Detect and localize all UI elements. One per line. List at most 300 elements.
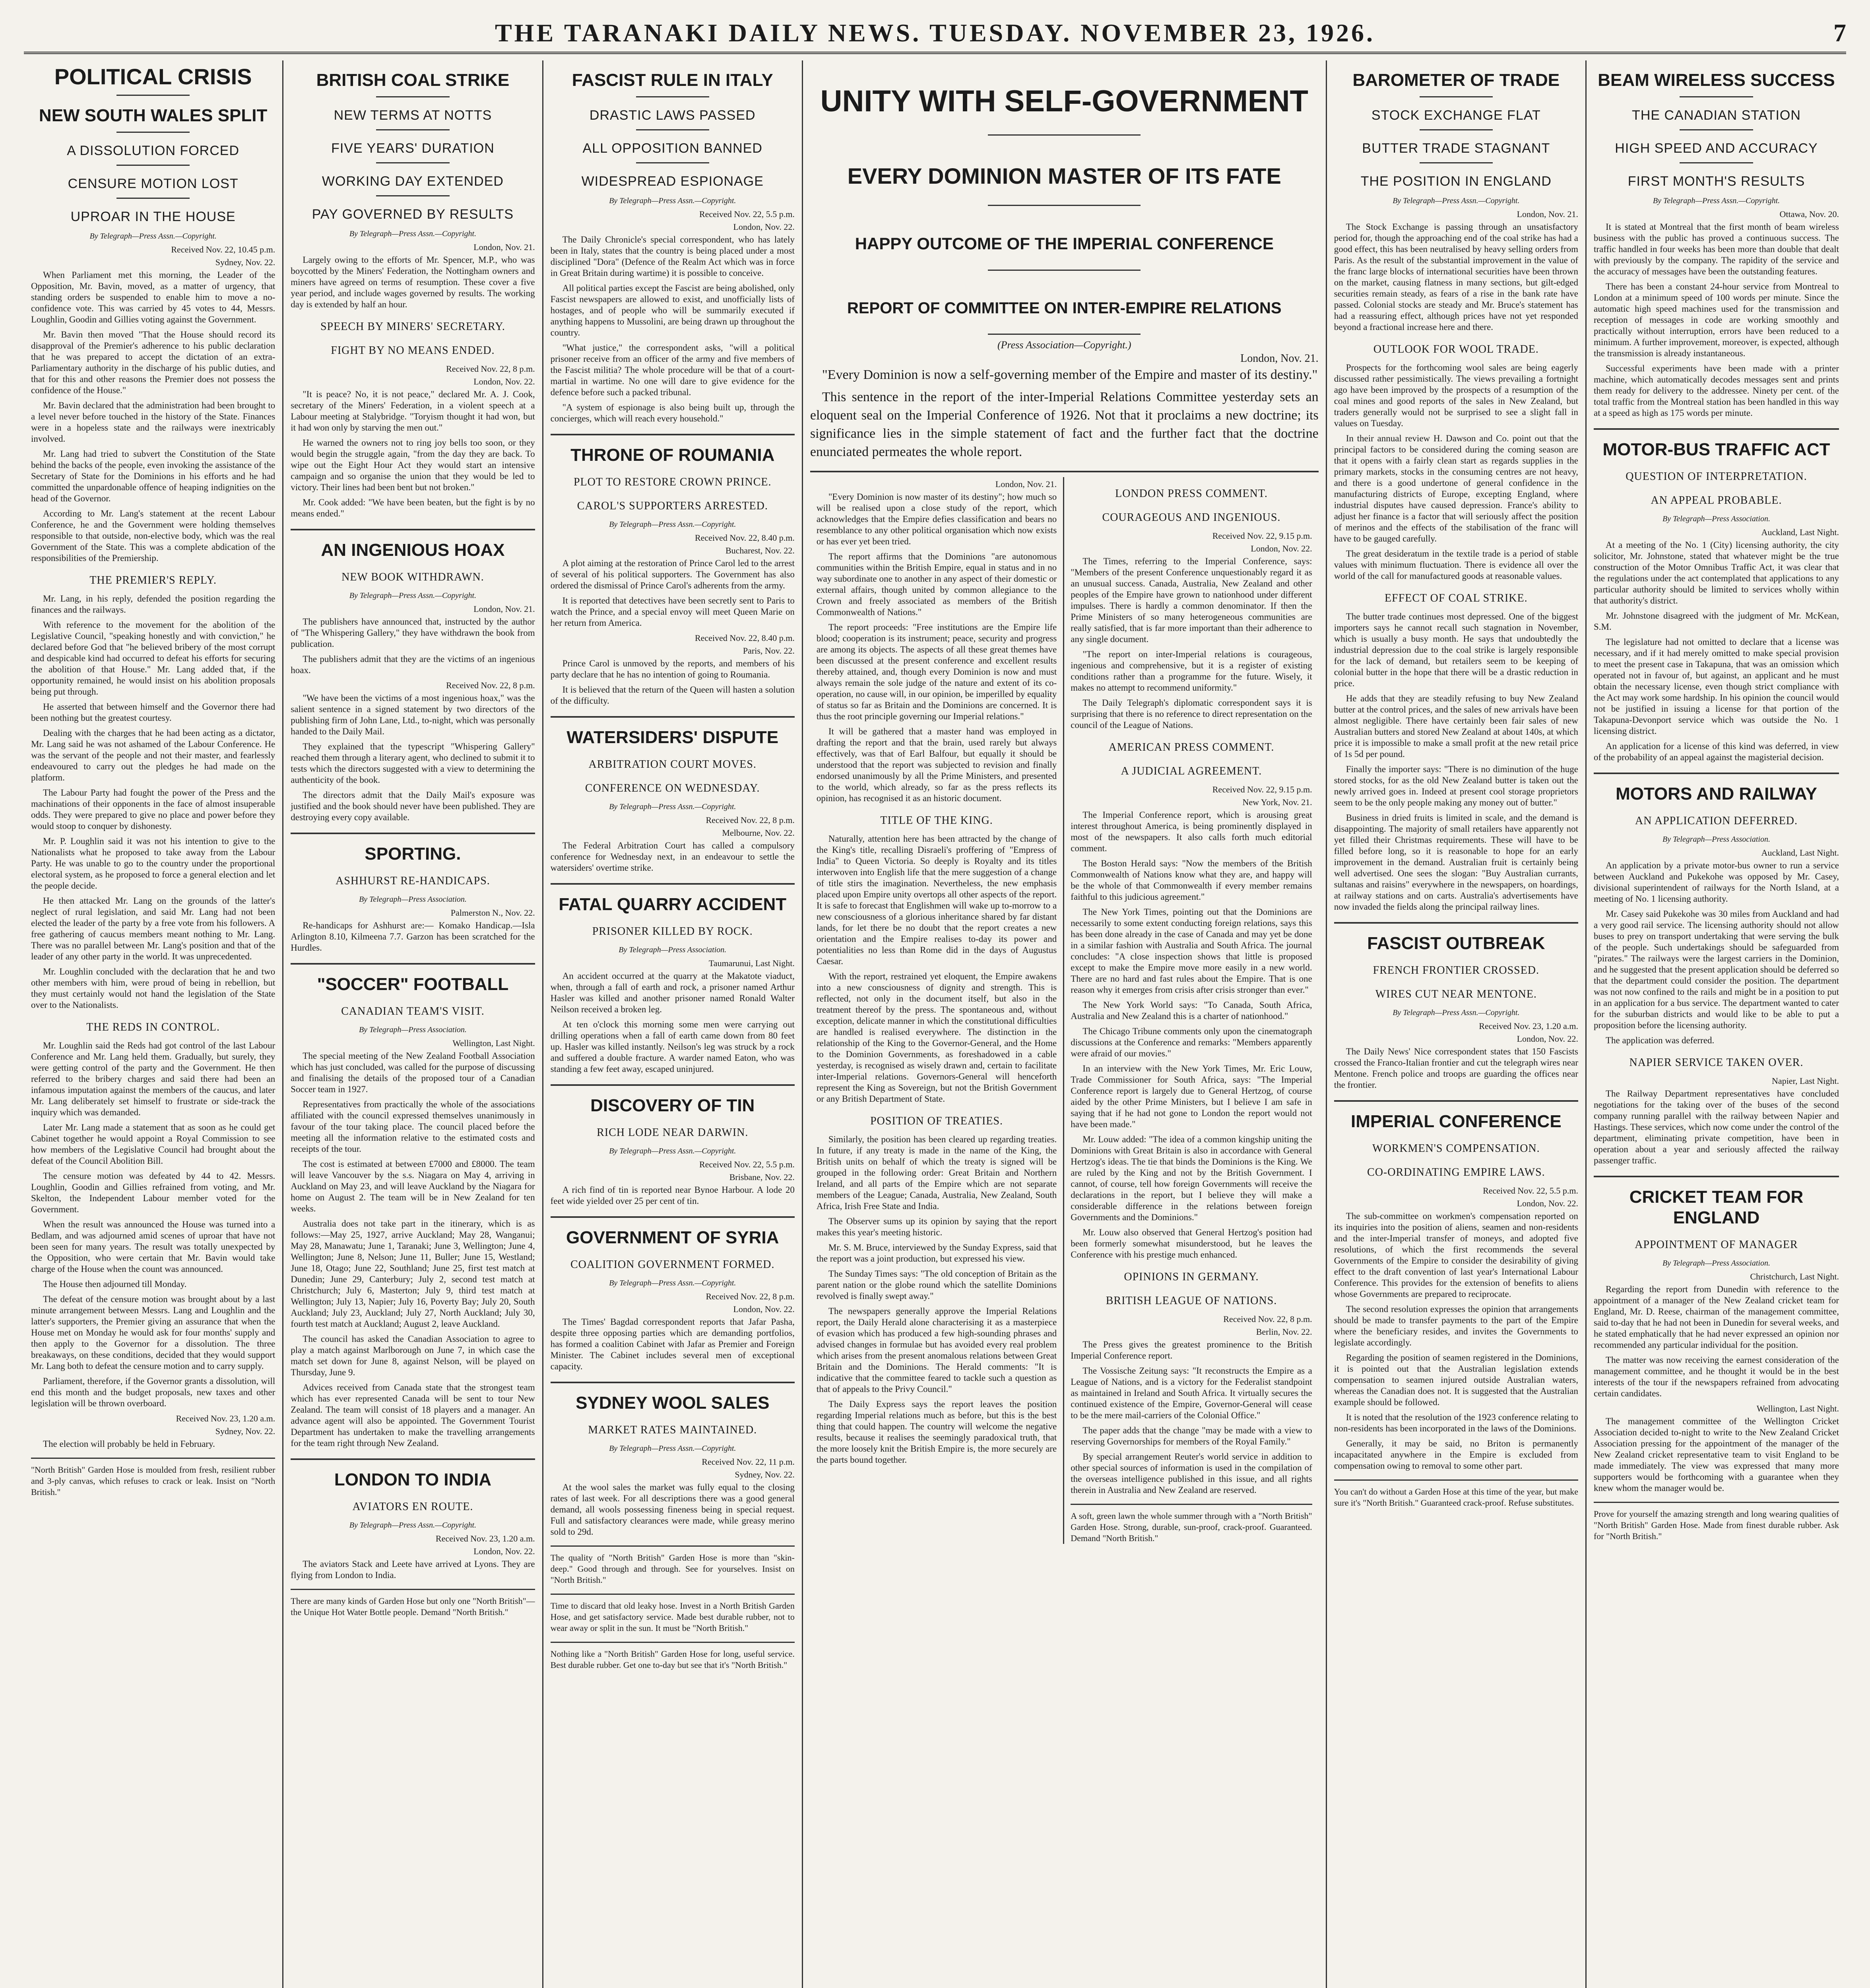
divider — [1594, 428, 1839, 430]
deck: RICH LODE NEAR DARWIN. — [597, 1126, 749, 1139]
paragraph: Regarding the report from Dunedin with reference to the appointment of a manager of the New Zealand cricket team for England, Mr. D. Reese, chairman of the management committee, said to-day that he had not been in Dunedin for several weeks, and he stated emphatically that he had never expressed an opinion nor recommended any particular individual for the position. — [1593, 1284, 1839, 1350]
paragraph: Generally, it may be said, no Briton is permanently incapacitated anywhere in the Empire is excluded from compensation owing to removal to some other part. — [1334, 1439, 1578, 1471]
dateline: London, Nov. 22. — [733, 1304, 795, 1314]
paragraph: The great desideratum in the textile trade is a period of stable values with minimum fluctuation. There is evidence all over the world of the call for manufactured goods at reasonable values. — [1334, 549, 1578, 581]
paragraph: Prince Carol is unmoved by the reports, and members of his party declare that he has no intention of going to Roumania. — [550, 658, 795, 679]
paragraph: It is stated at Montreal that the first month of beam wireless business with the public has proved a continuous success. The traffic handled in four weeks has been more than double that dealt with previously by the company. The rapidity of the service and the accuracy of messages have been the outstanding features. — [1593, 222, 1839, 276]
deck: NEW BOOK WITHDRAWN. — [341, 571, 484, 583]
paragraph: Representatives from practically the whole of the associations affiliated with the council expressed themselves unanimously in favour of the tour taking place. The council placed before the meeting all the information relative to the estimated costs and receipts of the tour. — [291, 1099, 535, 1154]
paragraph: He warned the owners not to ring joy bells too soon, or they would begin the struggle again, "from the day they are back. To wipe out the Eight Hour Act they would start an intensive campaign and so organise the union that they would be led to victory. Their lines had been bent but not broken." — [291, 438, 535, 492]
byline: By Telegraph—Press Assn.—Copyright. — [609, 1279, 736, 1287]
advertisement: The quality of "North British" Garden Hose is more than "skin-deep." Good through and through. See for yourselves. Insist on "North British." — [551, 1545, 795, 1586]
paragraph: The legislature had not omitted to declare that a license was necessary, and if it had merely omitted to make special provision to meet the present case in Takapuna, that was an omission which operated not in favour of, but against, an applicant and he must obtain the necessary license, even though strict compliance with the Act may work some hardship. In his opinion the council would not be justified in issuing a license for that portion of the Takapuna-Devonport service which was outside the No. 1 licensing district. — [1593, 637, 1839, 736]
divider — [116, 198, 190, 199]
paragraph: By special arrangement Reuter's world service in addition to other special sources of information is used in the compilation of the overseas intelligence published in this issue, and all rights therein in Australia and New Zealand are reserved. — [1071, 1452, 1312, 1495]
deck: HIGH SPEED AND ACCURACY — [1615, 141, 1818, 156]
deck: ARBITRATION COURT MOVES. — [588, 758, 757, 771]
divider — [636, 162, 709, 163]
paragraph: The second resolution expresses the opinion that arrangements should be made to transfer payments to the part of the Empire where the beneficiary resides, and invites the Governments to legislate accordingly. — [1334, 1304, 1578, 1347]
headline: FASCIST OUTBREAK — [1367, 934, 1545, 953]
column-political-crisis — [24, 60, 283, 1988]
paragraph: Dealing with the charges that he had been acting as a dictator, Mr. Lang said he was not ashamed of the Labour Conference. He was the servant of the people and not their master, and fearlessly endeavoured to carry out the pledges he had made on the platform. — [31, 728, 275, 782]
paragraph: The paper adds that the change "may be made with a view to reserving Governorships for members of the Royal Family." — [1071, 1425, 1312, 1446]
received-time: Received Nov. 22, 8 p.m. — [706, 815, 795, 825]
divider — [116, 95, 190, 96]
divider — [116, 132, 190, 133]
received-time: Received Nov. 22, 10.45 p.m. — [171, 245, 275, 254]
divider — [291, 1458, 535, 1460]
paragraph: With reference to the movement for the abolition of the Legislative Council, "speaking honestly and with conviction," he declared before God that "he believed bribery of the most corrupt and despicable kind had occurred to defeat his efforts for securing the abolition of that House." Mr. Lang added that, if the opportunity remained, he would insist on his abolition proposals being put through. — [31, 620, 275, 697]
section-subhead: THE PREMIER'S REPLY. — [89, 574, 217, 586]
lead-paragraph: "Every Dominion is now a self-governing member of the Empire and master of its destiny." — [822, 367, 1318, 382]
byline: By Telegraph—Press Association. — [1662, 1259, 1770, 1268]
divider — [1420, 96, 1493, 97]
paragraph: With the report, restrained yet eloquent, the Empire awakens into a new consciousness of dignity and strength. This is reflected, not only in the document itself, but also in the treatment thereof by the press. The spontaneous and, without exception, delicate manner in which the constitutional difficulties are handled is realised everywhere. The distinction in the relationship of the King to the Governor-General, and the Home to the Dominion Governments, as foreshadowed in a cable yesterday, is recognised as wisely drawn and, certain to facilitate inter-Imperial relations. Governors-General will henceforth represent the King as Sovereign, but not the British Government or any British Department of State. — [816, 971, 1057, 1104]
paragraph: It is noted that the resolution of the 1923 conference relating to non-residents has been incorporated in the laws of the Dominions. — [1334, 1412, 1578, 1433]
dateline: Bucharest, Nov. 22. — [725, 546, 795, 555]
paragraph: Largely owing to the efforts of Mr. Spencer, M.P., who was boycotted by the Miners' Federation, the Nottingham owners and miners have agreed on terms of resumption. These cover a five year period, and include wages governed by results. The working day is extended by half an hour. — [291, 255, 535, 309]
byline: (Press Association—Copyright.) — [997, 339, 1131, 351]
paragraph: The New York Times, pointing out that the Dominions are necessarily to some extent conducting foreign relations, says this has been done already in the case of Canada and may yet be done in a similar fashion with Australia and South Africa. The journal concludes: "A close inspection shows that little is proposed except to make the Empire move more easily in a new world. There are no hard and fast rules about the Empire. That is one reason why it emerges from crisis after crisis stronger than ever." — [1071, 907, 1312, 995]
dateline: London, Nov. 22. — [1251, 544, 1312, 553]
deck: FRENCH FRONTIER CROSSED. — [1373, 964, 1540, 977]
paragraph: "Every Dominion is now master of its destiny"; how much so will be realised upon a close study of the report, which acknowledges that the Empire defies classification and bears no resemblance to any other political organisation which now exists or has ever yet been tried. — [816, 492, 1057, 546]
deck: HAPPY OUTCOME OF THE IMPERIAL CONFERENCE — [855, 234, 1274, 253]
section-subhead: TITLE OF THE KING. — [880, 814, 993, 827]
paragraph: An application for a license of this kind was deferred, in view of the probability of an appeal against the magisterial decision. — [1593, 741, 1839, 762]
divider — [116, 165, 190, 166]
paragraph: Business in dried fruits is limited in scale, and the demand is disappointing. The majority of small retailers have apparently not yet filled their Christmas requirements. These will have to be filled before long, so it is reasonable to hope for an early improvement in the demand. Australian fruit is certainly being well advertised. One sees the slogan: "Buy Australian currants, sultanas and raisins" everywhere in the newspapers, on hoardings, at railway stations and on carts. Australia's advertisements have now invaded the fields along the principal railway lines. — [1334, 813, 1578, 912]
divider — [988, 334, 1141, 335]
dateline: Christchurch, Last Night. — [1750, 1272, 1839, 1281]
deck: CENSURE MOTION LOST — [68, 176, 239, 191]
headline: MOTORS AND RAILWAY — [1616, 784, 1817, 804]
byline: By Telegraph—Press Assn.—Copyright. — [1653, 196, 1780, 205]
paragraph: Mr. Casey said Pukekohe was 30 miles from Auckland and had a very good rail service. The licensing authority should not allow buses to prey on transport undertaking that were serving the bulk of the people. Such undertakings should be safeguarded from "pirates." The railways were the largest carriers in the Dominion, and he suggested that the present application should be deferred so that the department could consider the position. The department was not now confined to the rails and might be in a position to put in an application for a bus service. The department wanted to cater for the suburban districts and would like to be able to put a proposition before the licensing authority. — [1593, 909, 1839, 1030]
deck: THE CANADIAN STATION — [1632, 108, 1801, 123]
advertisement: You can't do without a Garden Hose at this time of the year, but make sure it's "North British." Guaranteed crack-proof. Refuse substitutes. — [1334, 1479, 1578, 1508]
byline: By Telegraph—Press Assn.—Copyright. — [349, 1521, 477, 1530]
section-subhead: BRITISH LEAGUE OF NATIONS. — [1106, 1295, 1277, 1307]
byline: By Telegraph—Press Assn.—Copyright. — [1393, 196, 1520, 205]
paragraph: When Parliament met this morning, the Leader of the Opposition, Mr. Bavin, moved, as a matter of urgency, that standing orders be suspended to enable him to move a no-confidence vote. This was carried by 45 votes to 44, Messrs. Loughlin, Goodin and Gillies voting against the Government. — [31, 270, 275, 324]
divider — [988, 205, 1141, 206]
paragraph: The Vossische Zeitung says: "It reconstructs the Empire as a League of Nations, and is a victory for the Federalist standpoint as maintained in Ireland and South Africa. It virtually secures the continued existence of the Empire, Governor-General will cease to be the mere mail-carriers of the Colonial Office." — [1071, 1366, 1312, 1420]
paragraph: The Stock Exchange is passing through an unsatisfactory period for, though the approaching end of the coal strike has had a good effect, this has been neutralised by heavy selling orders from Paris. As the result of the substantial improvement in the value of the franc large blocks of international securities have been thrown on the market, causing flatness in many sections, but gilt-edged securities remain steady, as fears of a rise in the bank rate have passed. Colonial stocks are steady and Mr. Bruce's statement has had a reassuring effect, although prices have not yet responded beyond a fractional increase here and there. — [1334, 222, 1578, 332]
section-subhead: FIGHT BY NO MEANS ENDED. — [331, 344, 495, 357]
paragraph: Mr. Louw added: "The idea of a common kingship uniting the Dominions with Great Britain is also in accordance with General Hertzog's ideas. The tie that binds the Dominions is the King. We are ruled by the King and not by the British Government. I cannot, of course, tell how foreign Governments will receive the declarations in the report, but I believe they will make a considerable difference in the relations between foreign Governments and the Dominions." — [1071, 1134, 1312, 1222]
headline: THRONE OF ROUMANIA — [570, 445, 775, 465]
divider — [988, 270, 1141, 271]
byline: By Telegraph—Press Association. — [1662, 514, 1770, 523]
columns — [24, 60, 1846, 1988]
divider — [810, 471, 1319, 472]
divider — [1680, 162, 1753, 163]
paragraph: At a meeting of the No. 1 (City) licensing authority, the city solicitor, Mr. Johnstone, stated that whatever might be the true construction of the Motor Omnibus Traffic Act, it was clear that the regulations under the act contemplated that applications to any particular authority should be limited to services wholly within that authority's district. — [1593, 540, 1839, 606]
section-subhead: OPINIONS IN GERMANY. — [1124, 1271, 1259, 1283]
paragraph: The sub-committee on workmen's compensation reported on its inquiries into the position of aliens, seamen and non-residents and the inter-Imperial transfer of moneys, and adopted five resolutions, of which the first recommends the several Governments of the Empire to consider the desirability of giving effect to the draft convention of last year's International Labour Conference. This provides for the extension of benefits to aliens whose Governments are prepared to reciprocate. — [1334, 1211, 1578, 1299]
received-time: Received Nov. 22, 11 p.m. — [702, 1457, 795, 1467]
paragraph: The Press gives the greatest prominence to the British Imperial Conference report. — [1071, 1340, 1312, 1361]
byline: By Telegraph—Press Assn.—Copyright. — [349, 229, 477, 238]
paragraph: The report proceeds: "Free institutions are the Empire life blood; cooperation is its instrument; peace, security and progress are among its objects. The aspects of all these great themes have been discussed at the present conference and excellent results thereby attained, and, though every Dominion is now and must always remain the sole judge of the nature and extent of its co-operation, no cause will, in our opinion, be imperilled by equality of status so far as Britain and the Dominions are concerned. It is thus the root principle governing our Imperial relations." — [816, 622, 1057, 721]
byline: By Telegraph—Press Association. — [359, 1025, 467, 1034]
divider — [376, 96, 449, 97]
paragraph: At the wool sales the market was fully equal to the closing rates of last week. For all descriptions there was a good general demand, all wools possessing fineness being in special request. Full and satisfactory clearances were made, while greasy merino sold to 29d. — [550, 1482, 795, 1537]
dateline: Melbourne, Nov. 22. — [722, 828, 795, 838]
paragraph: Successful experiments have been made with a printer machine, which automatically decodes messages sent and prints them ready for delivery to the addressee. Ninety per cent. of the total traffic from the Montreal station has been handled in this way at a speed as high as 175 words per minute. — [1593, 363, 1839, 418]
section-subhead: LONDON PRESS COMMENT. — [1115, 487, 1268, 500]
divider — [376, 129, 449, 130]
section-subhead: AMERICAN PRESS COMMENT. — [1108, 741, 1274, 753]
paragraph: The Imperial Conference report, which is arousing great interest throughout America, is being prominently displayed in most of the newspapers. It also calls forth much editorial comment. — [1071, 810, 1312, 853]
dateline: Sydney, Nov. 22. — [735, 1470, 795, 1479]
divider — [376, 195, 449, 196]
dateline: Sydney, Nov. 22. — [215, 257, 275, 267]
dateline: London, Nov. 22. — [733, 222, 795, 232]
page-number: 7 — [1833, 19, 1846, 47]
byline: By Telegraph—Press Association. — [359, 895, 467, 904]
headline: DISCOVERY OF TIN — [590, 1096, 755, 1115]
received-time: Received Nov. 22, 5.5 p.m. — [699, 1159, 795, 1169]
main-headline: UNITY WITH SELF-GOVERNMENT — [820, 84, 1308, 118]
paragraph: Mr. Loughlin concluded with the declaration that he and two other members with him, were proud of being in rebellion, but they must certainly would not hand the legislation of the State over to the Nationalists. — [31, 967, 275, 1010]
paragraph: The cost is estimated at between £7000 and £8000. The team will leave Vancouver by the s.s. Niagara on May 4, arriving in Auckland on May 23, and will leave Auckland by the Niagara for home on August 2. The team will be in New Zealand for ten weeks. — [291, 1159, 535, 1213]
divider — [1680, 96, 1753, 97]
byline: By Telegraph—Press Assn.—Copyright. — [609, 802, 736, 811]
paragraph: According to Mr. Lang's statement at the recent Labour Conference, he and the Government were holding themselves responsible to that outside, non-elective body, which was the real Government of the State. This was a complete abdication of the responsibilities of the Premiership. — [31, 509, 275, 563]
advertisement: Nothing like a "North British" Garden Hose for long, useful service. Best durable rubber. Get one to-day but see that it's "North British." — [551, 1642, 795, 1671]
deck: AN APPLICATION DEFERRED. — [1635, 815, 1798, 827]
paragraph: "We have been the victims of a most ingenious hoax," was the salient sentence in a signed statement by two directors of the publishing firm of John Lane, Ltd., to-night, which was personally handed to the Daily Mail. — [291, 693, 535, 736]
section-subhead: EFFECT OF COAL STRIKE. — [1385, 592, 1528, 604]
deck: PAY GOVERNED BY RESULTS — [312, 207, 514, 222]
paragraph: The Daily Chronicle's special correspondent, who has lately been in Italy, states that the country is being placed under a most disciplined "Dora" (Defence of the Realm Act which was in force in Great Britain during wartime) it is possible to conceive. — [550, 235, 795, 278]
paragraph: The election will probably be held in February. — [43, 1439, 215, 1449]
byline: By Telegraph—Press Association. — [1662, 835, 1770, 844]
paragraph: Prospects for the forthcoming wool sales are being eagerly discussed rather pessimistically. The views prevailing a fortnight ago have been improved by the prospects of a resumption of the coal mines and good reports of the sales in New Zealand, but traders generally would not be surprised to see a slight fall in values on Tuesday. — [1334, 363, 1578, 428]
divider — [1420, 129, 1493, 130]
paragraph: The Sunday Times says: "The old conception of Britain as the parent nation or the globe round which the satellite Dominions revolved is finally swept away." — [816, 1269, 1057, 1301]
paragraph: Parliament, therefore, if the Governor grants a dissolution, will end this month and the budget proposals, new taxes and other legislation will be thrown overboard. — [31, 1376, 275, 1408]
paragraph: The butter trade continues most depressed. One of the biggest importers says he cannot recall such stagnation in November, which is usually a busy month. He says that undoubtedly the industrial depression due to the coal strike is largely responsible for the lack of demand, but retailers seem to be keeping of colonial butter in the hope that there will be a drastic reduction in price. — [1334, 612, 1578, 688]
divider — [1420, 162, 1493, 163]
dateline: Paris, Nov. 22. — [743, 646, 795, 656]
received-time: Received Nov. 22, 8 p.m. — [446, 680, 535, 690]
received-time: Received Nov. 22, 9.15 p.m. — [1212, 784, 1312, 794]
byline: By Telegraph—Press Assn.—Copyright. — [609, 196, 736, 205]
deck: AN APPEAL PROBABLE. — [1651, 494, 1782, 507]
paragraph: They explained that the typescript "Whispering Gallery" reached them through a literary agent, who declined to submit it to tests which the directors suggested with a view to determining the authenticity of the book. — [291, 742, 535, 785]
paragraph: The report affirms that the Dominions "are autonomous communities within the British Empire, equal in status and in no way subordinate one to another in any aspect of their domestic or external affairs, though united by common allegiance to the Crown and freely associated as members of the British Commonwealth of Nations." — [816, 551, 1057, 617]
advertisement: A soft, green lawn the whole summer through with a "North British" Garden Hose. Strong, durable, sun-proof, crack-proof. Guaranteed. Demand "North British." — [1071, 1504, 1312, 1544]
dateline: Ottawa, Nov. 20. — [1779, 209, 1839, 219]
paragraph: He then attacked Mr. Lang on the grounds of the latter's neglect of rural legislation, and said Mr. Lang had not been elected the leader of the party by a free vote from his followers. A free gathering of caucus members meant nothing to Mr. Lang. There was no parallel between Mr. Lang's position and that of the leader of any other party in the world. It was unprecedented. — [31, 896, 275, 961]
paragraph: "It is peace? No, it is not peace," declared Mr. A. J. Cook, secretary of the Miners' Federation, in a violent speech at a Labour meeting at Stalybridge. "Toryism thought it had won, but it had won only by starving the men out." — [291, 389, 535, 433]
deck: EVERY DOMINION MASTER OF ITS FATE — [847, 163, 1281, 188]
received-time: Received Nov. 22, 8 p.m. — [706, 1291, 795, 1301]
paragraph: The Boston Herald says: "Now the members of the British Commonwealth of Nations know what they are, and happy will be the whole of that Commonwealth if every member remains faithful to this judicious agreement." — [1071, 858, 1312, 902]
headline: CRICKET TEAM FOR ENGLAND — [1629, 1187, 1804, 1227]
deck: MARKET RATES MAINTAINED. — [588, 1424, 757, 1436]
received-time: Received Nov. 22, 5.5 p.m. — [699, 209, 795, 219]
column-barometer-of-trade — [1327, 60, 1587, 1988]
paragraph: A plot aiming at the restoration of Prince Carol led to the arrest of several of his political supporters. The Government has also ordered the dismissal of Prince Carol's adherents from the army. — [550, 558, 795, 590]
dateline: London, Nov. 21. — [995, 479, 1057, 489]
dateline: Wellington, Last Night. — [1756, 1404, 1839, 1413]
dateline: Berlin, Nov. 22. — [1256, 1327, 1312, 1337]
received-time: Received Nov. 22, 8 p.m. — [446, 364, 535, 374]
paragraph: Finally the importer says: "There is no diminution of the huge stored stocks, for as the old New Zealand butter is taken out the newly arrived goes in. Indeed at present cool storage proprietors seem to be the only people making any money out of butter." — [1334, 764, 1578, 808]
deck: REPORT OF COMMITTEE ON INTER-EMPIRE RELATIONS — [847, 299, 1282, 317]
column-fascist-rule — [543, 60, 803, 1988]
divider — [551, 716, 795, 718]
paragraph: The censure motion was defeated by 44 to 42. Messrs. Loughlin, Goodin and Gillies refrained from voting, and Mr. Skelton, the Independent Labour member voted for the Government. — [31, 1171, 275, 1214]
paragraph: The Observer sums up its opinion by saying that the report makes this year's meeting historic. — [816, 1216, 1057, 1237]
deck: FIRST MONTH'S RESULTS — [1628, 174, 1805, 189]
paragraph: Re-handicaps for Ashhurst are:— Komako Handicap.—Isla Arlington 8.10, Kilmeena 7.7. Garzon has been scratched for the Hurdles. — [291, 920, 535, 953]
deck: CAROL'S SUPPORTERS ARRESTED. — [577, 500, 768, 512]
masthead-title: THE TARANAKI DAILY NEWS. TUESDAY. NOVEMBER 23, 1926. — [495, 19, 1375, 47]
divider — [291, 833, 535, 834]
byline: By Telegraph—Press Assn.—Copyright. — [609, 1147, 736, 1155]
divider — [551, 883, 795, 885]
byline: By Telegraph—Press Assn.—Copyright. — [609, 1444, 736, 1453]
paragraph: It is reported that detectives have been secretly sent to Paris to watch the Prince, and a special envoy will meet Queen Marie on her return from America. — [550, 596, 795, 628]
paragraph: Mr. Loughlin said the Reds had got control of the last Labour Conference and Mr. Lang held them. Gradually, but surely, they were getting control of the party and the Government. He then referred to the bribery charges and said there had been an infamous imputation against the members of the caucus, and later Mr. Lang deliberately set himself to frustrate or side-track the inquiry which was demanded. — [31, 1041, 275, 1117]
deck: ASHHURST RE-HANDICAPS. — [336, 875, 490, 887]
paragraph: When the result was announced the House was turned into a Bedlam, and was adjourned amid scenes of uproar that have not been seen for many years. The result was totally unexpected by the Opposition, who were certain that Mr. Bavin would take charge of the House when the count was announced. — [31, 1219, 275, 1274]
deck: ALL OPPOSITION BANNED — [582, 141, 762, 156]
section-subhead: OUTLOOK FOR WOOL TRADE. — [1373, 343, 1539, 355]
dateline: Palmerston N., Nov. 22. — [450, 908, 535, 918]
headline: "SOCCER" FOOTBALL — [317, 975, 509, 994]
paragraph: The Daily News' Nice correspondent states that 150 Fascists crossed the Franco-Italian frontier and cut the telegraph wires near Mentone. French police and troops are guarding the offices near the frontier. — [1334, 1046, 1578, 1090]
divider — [636, 96, 709, 97]
paragraph: The special meeting of the New Zealand Football Association which has just concluded, was called for the purpose of discussing and finalising the details of the proposed tour of a Canadian Soccer team in 1927. — [291, 1051, 535, 1094]
headline: IMPERIAL CONFERENCE — [1350, 1112, 1562, 1131]
paragraph: "What justice," the correspondent asks, "will a political prisoner receive from an officer of the army and five members of the Fascist militia? The whole procedure will be that of a court-martial in wartime. No one will dare to give evidence for the defence before such a packed tribunal. — [550, 343, 795, 397]
deck: PLOT TO RESTORE CROWN PRINCE. — [573, 476, 772, 488]
advertisement: There are many kinds of Garden Hose but only one "North British"—the Unique Hot Water Bottle people. Demand "North British." — [291, 1589, 535, 1618]
headline: FASCIST RULE IN ITALY — [572, 70, 773, 90]
section-subhead: SPEECH BY MINERS' SECRETARY. — [320, 320, 505, 333]
headline: SPORTING. — [365, 844, 461, 864]
paragraph: The House then adjourned till Monday. — [43, 1279, 187, 1289]
paragraph: In an interview with the New York Times, Mr. Eric Louw, Trade Commissioner for South Africa, says: "The Imperial Conference report is largely due to General Hertzog, of course aided by the other Prime Ministers, but I believe I am safe in saying that if he had not gone to London the report would not have been made." — [1071, 1064, 1312, 1129]
deck: WORKING DAY EXTENDED — [322, 174, 504, 189]
deck: DRASTIC LAWS PASSED — [589, 108, 756, 123]
divider — [1680, 129, 1753, 130]
headline: MOTOR-BUS TRAFFIC ACT — [1602, 440, 1830, 459]
deck: THE POSITION IN ENGLAND — [1360, 174, 1552, 189]
divider — [551, 1084, 795, 1086]
paragraph: Mr. S. M. Bruce, interviewed by the Sunday Express, said that the report was a joint production, but expressed his view. — [816, 1242, 1057, 1264]
deck: WIRES CUT NEAR MENTONE. — [1375, 988, 1537, 1000]
dateline: London, Nov. 22. — [1517, 1034, 1578, 1044]
advertisement: Prove for yourself the amazing strength and long wearing qualities of "North British" Garden Hose. Made from finest durable rubber. Ask for "North British." — [1594, 1502, 1839, 1542]
divider — [551, 1382, 795, 1383]
received-time: Received Nov. 22, 9.15 p.m. — [1212, 531, 1312, 541]
divider — [551, 1216, 795, 1218]
received-time: Received Nov. 22, 8 p.m. — [1223, 1314, 1312, 1324]
dateline: London, Nov. 22. — [473, 377, 535, 386]
received-time: Received Nov. 23, 1.20 a.m. — [435, 1534, 535, 1543]
divider — [1594, 1176, 1839, 1177]
headline: BRITISH COAL STRIKE — [316, 70, 510, 90]
paragraph: Mr. Bavin declared that the administration had been brought to a level never before touched in the history of the State. Finances were in a hopeless state and the railways were inextricably involved. — [31, 400, 275, 444]
paragraph: The Labour Party had fought the power of the Press and the machinations of their opponents in the face of almost insuperable odds. They were prepared to give no place and power before they would stoop to conquer by dishonesty. — [31, 788, 275, 831]
received-time: Received Nov. 22, 5.5 p.m. — [1483, 1186, 1578, 1196]
headline: LONDON TO INDIA — [334, 1470, 492, 1489]
byline: By Telegraph—Press Assn.—Copyright. — [1393, 1008, 1520, 1017]
paragraph: The Federal Arbitration Court has called a compulsory conference for Wednesday next, in an endeavour to settle the watersiders' overtime strike. — [550, 841, 795, 873]
deck: COALITION GOVERNMENT FORMED. — [570, 1258, 775, 1271]
paragraph: Similarly, the position has been cleared up regarding treaties. In future, if any treaty is made in the name of the King, the British units on behalf of which the treaty is signed will be grouped in the following order: Great Britain and Northern Ireland, and all parts of the Empire which are not separate members of the League; Canada, Australia, New Zealand, South Africa, Irish Free State and India. — [816, 1134, 1057, 1211]
divider — [551, 434, 795, 435]
section-subhead: THE REDS IN CONTROL. — [86, 1021, 220, 1033]
section-subhead: NAPIER SERVICE TAKEN OVER. — [1629, 1056, 1804, 1069]
paragraph: Mr. Lang had tried to subvert the Constitution of the State behind the backs of the people, even invoking the assistance of the Secretary of State for the Dominions in his efforts and he had committed the unpardonable offence of heaping indignities on the head of the Governor. — [31, 449, 275, 503]
masthead — [24, 16, 1846, 54]
paragraph: Advices received from Canada state that the strongest team which has ever represented Canada will be sent to tour New Zealand. The team will consist of 18 players and a manager. An advance agent will also be appointed. The Government Tourist Department has undertaken to make the travelling arrangements for the team right through New Zealand. — [291, 1382, 535, 1448]
dateline: London, Nov. 22. — [1517, 1198, 1578, 1208]
wide-subcolumn-right — [1064, 477, 1318, 1544]
dateline: London, Nov. 22. — [473, 1546, 535, 1556]
paragraph: All political parties except the Fascist are being abolished, only Fascist newspapers are allowed to exist, and unofficially lists of hostages, and of people who will be summarily executed if anything happens to Mussolini, are being drawn up throughout the country. — [550, 283, 795, 338]
dateline: Brisbane, Nov. 22. — [729, 1172, 795, 1182]
paragraph: Australia does not take part in the itinerary, which is as follows:—May 25, 1927, arrive Auckland; May 28, Wanganui; May 28, Manawatu; June 1, Taranaki; June 3, Wellington; June 4, Wellington; June 8, Nelson; June 11, Buller; June 15, Westland; June 18, Otago; June 22, Southland; June 25, first test match at Dunedin; June 29, Canterbury; July 2, second test match at Christchurch; July 6, Masterton; July 9, third test match at Wellington; July 13, Napier; July 16, Poverty Bay; July 20, South Auckland; July 23, Auckland; July 27, North Auckland; July 30, fourth test match at Auckland; August 2, leave Auckland. — [291, 1219, 535, 1329]
headline: GOVERNMENT OF SYRIA — [566, 1228, 779, 1247]
paragraph: Mr. Johnstone disagreed with the judgment of Mr. McKean, S.M. — [1593, 611, 1839, 632]
dateline: London, Nov. 21. — [1517, 209, 1578, 219]
paragraph: The aviators Stack and Leete have arrived at Lyons. They are flying from London to India. — [291, 1559, 535, 1580]
paragraph: At ten o'clock this morning some men were carrying out drilling operations when a fall of earth came down from 80 feet up. Hasler was killed instantly. Neilson's leg was struck by a rock and suffered a double fracture. A warder named Eaton, who was standing a few feet away, escaped uninjured. — [550, 1019, 795, 1074]
column-unity-self-government — [803, 60, 1327, 1988]
received-time: Received Nov. 22, 8.40 p.m. — [694, 533, 795, 543]
paragraph: Mr. Cook added: "We have been beaten, but the fight is by no means ended." — [291, 497, 535, 518]
deck: FIVE YEARS' DURATION — [331, 141, 495, 156]
section-subhead: A JUDICIAL AGREEMENT. — [1121, 765, 1262, 777]
deck: UPROAR IN THE HOUSE — [70, 209, 236, 224]
paragraph: The application was deferred. — [1605, 1035, 1715, 1045]
dateline: Taumarunui, Last Night. — [708, 958, 795, 968]
section-subhead: COURAGEOUS AND INGENIOUS. — [1102, 511, 1281, 524]
paragraph: The New York World says: "To Canada, South Africa, Australia and New Zealand this is a charter of nationhood." — [1071, 1000, 1312, 1021]
paragraph: The Times, referring to the Imperial Conference, says: "Members of the present Conference unquestionably regard it as an unusual success. Canada, Australia, New Zealand and other peoples of the Empire have grown to nationhood under different impulses. There is hardly a common denominator. If then the Prime Ministers of so many heterogeneous communities are really satisfied, that is far more important than their adherence to any single document. — [1071, 556, 1312, 644]
deck: CO-ORDINATING EMPIRE LAWS. — [1367, 1166, 1545, 1178]
paragraph: Naturally, attention here has been attracted by the change of the King's title, recalling Disraeli's proffering of "Empress of India" to Queen Victoria. So deeply is Royalty and its titles interwoven into English life that the mere suggestion of a change of title stirs the imagination. Nevertheless, the new emphasis placed upon Empire unity overtops all other aspects of the report. It is safe to forecast that Englishmen will wake up to-morrow to a new consciousness of a glorious inheritance shared by far distant lands, for let there be no doubt that the report creates a new orientation and the Empire realises to-day its power and potentialities no less than Rome did in the days of Augustus Caesar. — [816, 834, 1057, 966]
paragraph: A rich find of tin is reported near Bynoe Harbour. A lode 20 feet wide yielded over 25 per cent of tin. — [550, 1185, 795, 1206]
dateline: Auckland, Last Night. — [1761, 848, 1839, 858]
deck: PRISONER KILLED BY ROCK. — [592, 925, 753, 938]
divider — [1334, 1100, 1578, 1102]
paragraph: "The report on inter-Imperial relations is courageous, ingenious and comprehensive, but it is a register of existing conditions rather than a programme for the future. Wisely, it makes no attempt to recommend uniformity." — [1071, 649, 1312, 693]
deck: CANADIAN TEAM'S VISIT. — [341, 1005, 485, 1017]
received-time: Received Nov. 22, 8.40 p.m. — [694, 633, 795, 643]
received-time: Received Nov. 23, 1.20 a.m. — [1479, 1021, 1578, 1031]
paragraph: Regarding the position of seamen registered in the Dominions, it is pointed out that the Australian legislation extends compensation to seamen injured outside Australian waters, whereas the Canadian does not. It is suggested that the Australian example should be followed. — [1334, 1353, 1578, 1407]
paragraph: The Chicago Tribune comments only upon the cinematograph discussions at the Conference and remarks: "Members apparently were afraid of our movies." — [1071, 1026, 1312, 1058]
deck: WORKMEN'S COMPENSATION. — [1372, 1142, 1540, 1155]
divider — [291, 529, 535, 530]
paragraph: The Daily Express says the report leaves the position regarding Imperial relations much as before, but this is the best thing that could happen. The country will welcome the negative results, because it realises the seemingly paradoxical truth, that the more loosely knit the British Empire is, the more securely are the parts bound together. — [816, 1399, 1057, 1465]
paragraph: The newspapers generally approve the Imperial Relations report, the Daily Herald alone characterising it as a masterpiece of evasion which has produced a few high-sounding phrases and advised changes in formulae but has avoided every real problem which arises from the present anomalous relations between Great Britain and the Dominions. The Herald comments: "It is indicative that the committee feared to tackle such a question as that of appeals to the Privy Council." — [816, 1306, 1057, 1394]
paragraph: Mr. P. Loughlin said it was not his intention to give to the Nationalists what he proposed to take away from the Labour Party. He was unable to go to the country under the proportional electoral system, as he proposed to force a general election and let the people decide. — [31, 836, 275, 891]
advertisement: Time to discard that old leaky hose. Invest in a North British Garden Hose, and get satisfactory service. Made best durable rubber, not to wear away or split in the sun. It must be "North British." — [551, 1594, 795, 1634]
divider — [291, 963, 535, 965]
deck: AVIATORS EN ROUTE. — [352, 1501, 473, 1513]
divider — [376, 162, 449, 163]
divider — [636, 129, 709, 130]
headline: BEAM WIRELESS SUCCESS — [1598, 70, 1835, 90]
section-subhead: POSITION OF TREATIES. — [870, 1115, 1003, 1127]
subheadline: NEW SOUTH WALES SPLIT — [39, 106, 268, 125]
paragraph: The defeat of the censure motion was brought about by a last minute arrangement between Messrs. Lang and Loughlin and the latter's supporters, the Premier giving an assurance that when the House met on Monday he would ask for four months' supply and then apply to the Governor for a dissolution. The three breakaways, on these conditions, decided that they would support Mr. Lang both to defeat the censure motion and to carry supply. — [31, 1294, 275, 1371]
paragraph: There has been a constant 24-hour service from Montreal to London at a minimum speed of 100 words per minute. Since the automatic high speed machines used for the transmission and reception of messages in code are working smoothly and practically without interruption, errors have been reduced to a minimum. A further improvement, moreover, is expected, although the transmission is already instantaneous. — [1593, 282, 1839, 358]
deck: NEW TERMS AT NOTTS — [334, 108, 492, 123]
dateline: Napier, Last Night. — [1772, 1076, 1839, 1086]
dateline: Auckland, Last Night. — [1761, 527, 1839, 537]
paragraph: The matter was now receiving the earnest consideration of the management committee, and he thought it would be in the best interests of the tour if the newspapers refrained from advocating certain candidates. — [1593, 1355, 1839, 1398]
byline: By Telegraph—Press Assn.—Copyright. — [349, 591, 477, 600]
paragraph: The Times' Bagdad correspondent reports that Jafar Pasha, despite three opposing parties which are demanding portfolios, has formed a coalition Cabinet with Jafar as Premier and Foreign Minister. The Cabinet includes several men of exceptional capacity. — [550, 1317, 795, 1371]
paragraph: The directors admit that the Daily Mail's exposure was justified and the book should never have been published. They are destroying every copy available. — [291, 790, 535, 822]
deck: CONFERENCE ON WEDNESDAY. — [585, 782, 760, 794]
deck: APPOINTMENT OF MANAGER — [1635, 1239, 1798, 1251]
divider — [1334, 922, 1578, 924]
headline: BAROMETER OF TRADE — [1352, 70, 1560, 90]
byline: By Telegraph—Press Assn.—Copyright. — [89, 232, 217, 241]
paragraph: He adds that they are steadily refusing to buy New Zealand butter at the control prices, and the sales of new arrivals have been almost negligible. There have certainly been fair sales of new Australian butters and stored New Zealand at about 140s, at which price it is impossible to make a small profit at the new retail price of 1s 5d per pound. — [1334, 693, 1578, 759]
dateline: Sydney, Nov. 22. — [215, 1426, 275, 1436]
headline: WATERSIDERS' DISPUTE — [566, 728, 779, 747]
paragraph: He asserted that between himself and the Governor there had been nothing but the greatest courtesy. — [31, 702, 275, 723]
column-beam-wireless — [1587, 60, 1846, 1988]
paragraph: The Daily Telegraph's diplomatic correspondent says it is surprising that there is no reference to direct representation on the council of the League of Nations. — [1071, 698, 1312, 730]
paragraph: An application by a private motor-bus owner to run a service between Auckland and Pukekohe was opposed by Mr. Casey, divisional superintendent of railways for the North Island, at a meeting of No. 1 licensing authority. — [1593, 860, 1839, 904]
wide-subcolumn-left — [810, 477, 1064, 1544]
byline: By Telegraph—Press Assn.—Copyright. — [609, 520, 736, 529]
deck: STOCK EXCHANGE FLAT — [1371, 108, 1541, 123]
headline: AN INGENIOUS HOAX — [321, 540, 505, 560]
paragraph: The council has asked the Canadian Association to agree to play a match against Marlborough on June 7, in which case the match set down for June 8, against Nelson, will be played on Thursday, June 9. — [291, 1334, 535, 1377]
paragraph: In their annual review H. Dawson and Co. point out that the principal factors to be considered during the coming season are that it opens with a fairly clean start as regards supplies in the primary markets, stocks in the consuming centres are not heavy, and there is a good undertone of general confidence in the manufacturing districts of Europe, excepting England, where industrial disputes have caused depression. France's ability to adjust her finance is a factor that will seriously affect the position of merinos and the effects of the stabilisation of the franc will have to be gauged carefully. — [1334, 433, 1578, 544]
paragraph: It will be gathered that a master hand was employed in drafting the report and that the brain, used rarely but always effectively, was that of Earl Balfour, but equally it should be understood that the report was subjected to revision and finally endorsed unanimously by all the Prime Ministers, and presented to the world, which already, so far as the press reflects its opinion, has recognised it as an historic document. — [816, 726, 1057, 803]
column-coal-strike — [283, 60, 543, 1988]
wide-subcolumns — [810, 477, 1319, 1544]
paragraph: "A system of espionage is also being built up, through the concierges, which will reach every household." — [550, 402, 795, 423]
headline: SYDNEY WOOL SALES — [576, 1393, 770, 1413]
divider — [1594, 773, 1839, 774]
paragraph: Mr. Louw also observed that General Hertzog's position had been formerly somewhat misunderstood, but he leaves the Conference with his prestige much enhanced. — [1071, 1227, 1312, 1260]
byline: By Telegraph—Press Association. — [619, 945, 727, 954]
paragraph: The Railway Department representatives have concluded negotiations for the taking over of the buses of the second company running parallel with the railway between Napier and Hastings. These services, which now come under the control of the department, eliminating private competition, have been in operation about a year and seriously affected the railway passenger traffic. — [1593, 1089, 1839, 1165]
deck: A DISSOLUTION FORCED — [67, 143, 240, 158]
paragraph: The publishers admit that they are the victims of an ingenious hoax. — [291, 654, 535, 675]
paragraph: Mr. Bavin then moved "That the House should record its disapproval of the Premier's adherence to his public declaration that he was prepared to accept the dictation of an extra-Parliamentary authority in the discharge of his public duties, and that for this and other reasons the Premier does not possess the confidence of the House." — [31, 330, 275, 395]
paragraph: Later Mr. Lang made a statement that as soon as he could get Cabinet together he would appoint a Royal Commission to see how members of the Legislative Council had brought about the defeat of the Council Abolition Bill. — [31, 1122, 275, 1166]
paragraph: The management committee of the Wellington Cricket Association decided to-night to write to the New Zealand Cricket Association pressing for the appointment of the manager of the New Zealand cricket representative team to visit England to be made immediately. The view was expressed that many more supporters would be forthcoming with a guarantee when they knew whom the manager would be. — [1593, 1416, 1839, 1493]
paragraph: It is believed that the return of the Queen will hasten a solution of the difficulty. — [550, 685, 795, 706]
paragraph: Mr. Lang, in his reply, defended the position regarding the finances and the railways. — [31, 594, 275, 615]
deck: WIDESPREAD ESPIONAGE — [581, 174, 764, 189]
headline: FATAL QUARRY ACCIDENT — [559, 895, 787, 914]
dateline: London, Nov. 21. — [1240, 352, 1319, 365]
deck: BUTTER TRADE STAGNANT — [1362, 141, 1550, 156]
received-time: Received Nov. 23, 1.20 a.m. — [176, 1413, 275, 1423]
advertisement: "North British" Garden Hose is moulded from fresh, resilient rubber and 3-ply canvas, which refuses to crack or leak. Insist on "North British." — [31, 1458, 275, 1498]
